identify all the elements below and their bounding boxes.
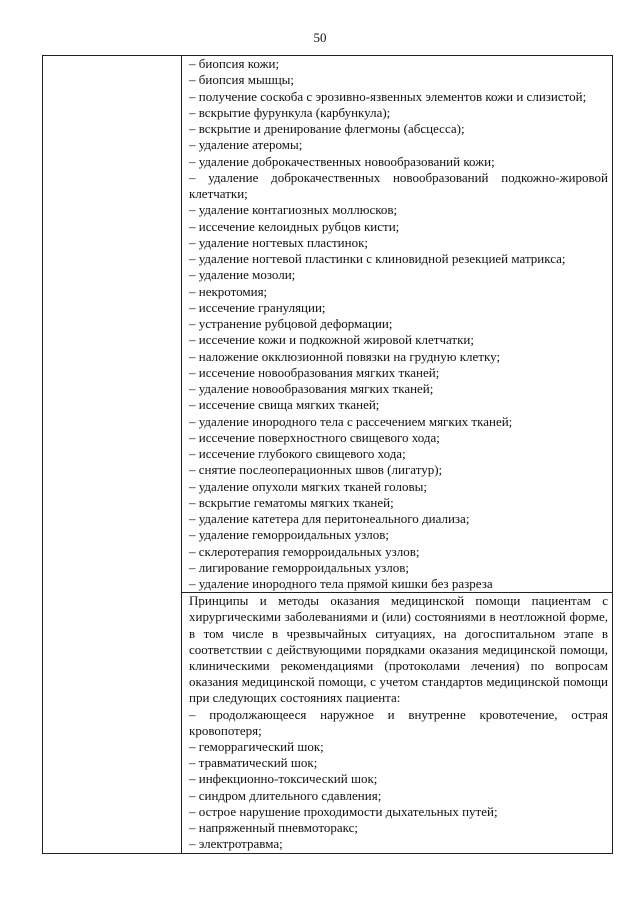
procedure-item: – вскрытие гематомы мягких тканей; (189, 494, 394, 510)
condition-item: – геморрагический шок; (189, 739, 324, 755)
principles-block (182, 592, 612, 852)
condition-item: – продолжающееся наружное и внутренне кровотечение, острая кровопотеря; (189, 706, 608, 738)
procedure-item: – удаление контагиозных моллюсков; (189, 202, 398, 218)
procedure-item: – удаление ногтевой пластинки с клиновидной резекцией матрикса; (189, 251, 566, 266)
procedure-item: – склеротерапия геморроидальных узлов; (189, 543, 420, 559)
procedure-item: – вскрытие и дренирование флегмоны (абсцесса); (189, 121, 465, 136)
procedure-item: – биопсия мышцы; (189, 72, 295, 88)
procedure-item: – удаление инородного тела с рассечением мягких тканей; (189, 413, 513, 429)
procedure-item: – иссечение поверхностного свищевого хода; (189, 429, 440, 445)
right-content-cell (182, 56, 613, 854)
procedure-item: – иссечение свища мягких тканей; (189, 397, 380, 413)
conditions-list (189, 707, 608, 853)
procedure-item: – удаление геморроидальных узлов; (189, 527, 389, 543)
procedure-item: – снятие послеоперационных швов (лигатур); (189, 462, 443, 478)
condition-item: – травматический шок; (189, 755, 318, 771)
procedure-item: – некротомия; (189, 283, 268, 299)
procedure-item: – удаление ногтевых пластинок; (189, 234, 368, 250)
procedure-item: – лигирование геморроидальных узлов; (189, 559, 409, 575)
procedure-item: – иссечение келоидных рубцов кисти; (189, 218, 400, 234)
procedure-item: – удаление катетера для перитонеального диализа; (189, 511, 470, 526)
procedure-item: – иссечение глубокого свищевого хода; (189, 446, 406, 461)
condition-item: – инфекционно-токсический шок; (189, 771, 378, 787)
procedure-item: – иссечение новообразования мягких тканей; (189, 364, 440, 380)
left-empty-cell (43, 56, 182, 854)
procedure-item: – иссечение грануляции; (189, 299, 326, 315)
procedure-item: – удаление новообразования мягких тканей; (189, 381, 434, 396)
procedure-item: – иссечение кожи и подкожной жировой клетчатки; (189, 332, 474, 348)
procedure-item: – биопсия кожи; (189, 56, 280, 71)
procedure-item: – удаление атеромы; (189, 137, 303, 153)
procedure-item: – удаление опухоли мягких тканей головы; (189, 478, 427, 494)
procedure-item: – вскрытие фурункула (карбункула); (189, 104, 391, 120)
condition-item: – синдром длительного сдавления; (189, 787, 382, 803)
procedure-item: – удаление мозоли; (189, 267, 296, 283)
principles-intro: Принципы и методы оказания медицинской помощи пациентам с хирургическими заболеваниями и (или) состояниями в неотложной форме, в том числе в чрезвычайных ситуациях, на догоспитальном этапе в соответствии с действующими порядками оказания медицинской помощи, клиническими рекомендациями (протоколами лечения) по вопросам оказания медицинской помощи, с учетом стандартов медицинской помощи при следующих состояниях пациента: (189, 593, 608, 706)
condition-item: – напряженный пневмоторакс; (189, 820, 358, 836)
content-table (42, 55, 613, 854)
condition-item: – острое нарушение проходимости дыхательных путей; (189, 803, 498, 819)
procedure-item: – наложение окклюзионной повязки на грудную клетку; (189, 348, 501, 364)
procedure-item: – получение соскоба с эрозивно-язвенных элементов кожи и слизистой; (189, 88, 587, 104)
procedures-list (189, 56, 608, 592)
procedure-item: – удаление инородного тела прямой кишки без разреза (189, 576, 493, 591)
procedure-item: – удаление доброкачественных новообразований подкожно-жировой клетчатки; (189, 169, 608, 201)
procedure-item: – удаление доброкачественных новообразований кожи; (189, 153, 495, 169)
condition-item: – электротравма; (189, 836, 283, 852)
page-number: 50 (313, 30, 327, 45)
procedure-item: – устранение рубцовой деформации; (189, 316, 393, 331)
